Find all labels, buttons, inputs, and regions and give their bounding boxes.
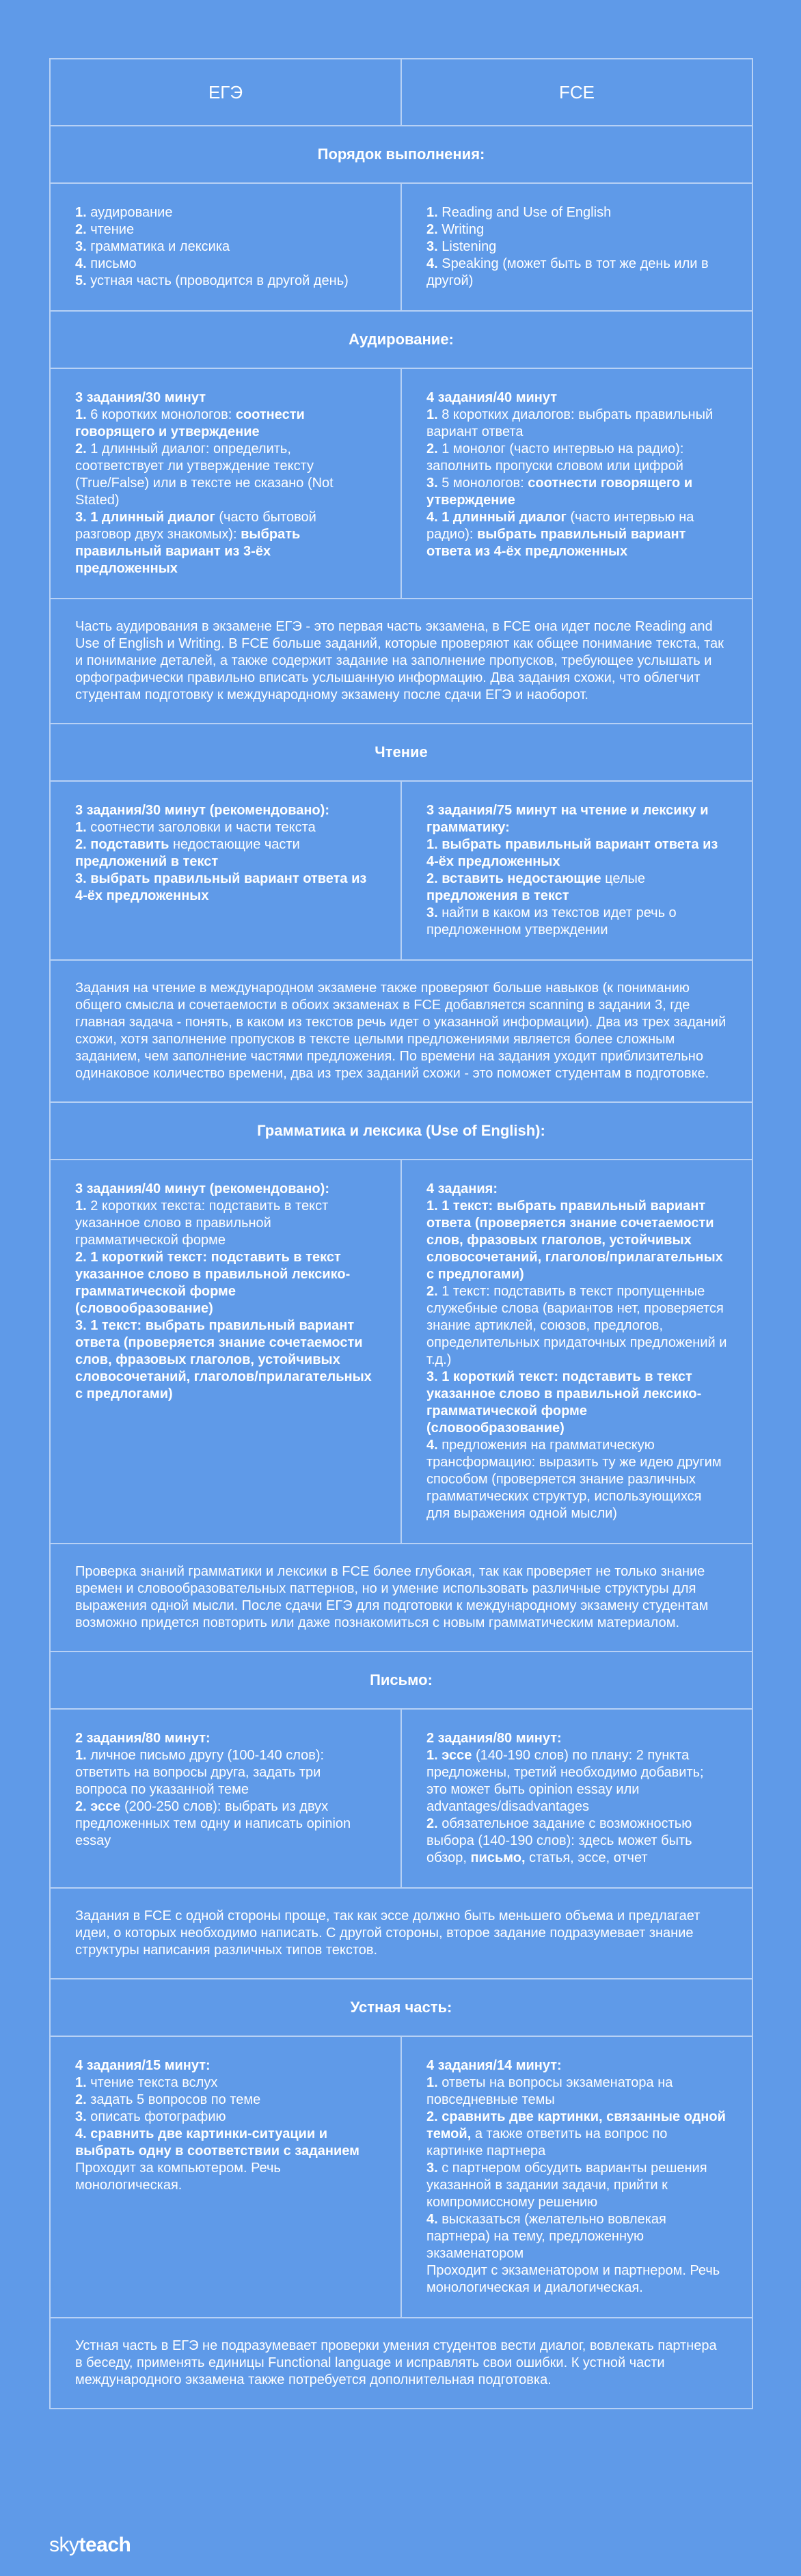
task-summary: 3 задания/40 минут (рекомендовано):	[75, 1181, 329, 1196]
listening-note: Часть аудирования в экзамене ЕГЭ - это первая часть экзамена, в FCE она идет после Reading and Use of English и Writing. В FCE больше заданий, которые проверяют как общее понимание текста, так и понимание деталей, а также содержит задание на заполнение пропусков, требующее услышать и орфографически правильно вписать услышанную информацию. Два задания схожи, что облегчит студентам подготовку к международному экзамену после сдачи ЕГЭ и наоборот.	[51, 599, 752, 724]
text-fragment: предложения в текст	[426, 888, 569, 903]
writing-fce	[400, 1710, 752, 1887]
text-fragment: 1. 1 текст: выбрать правильный вариант ответа (проверяется знание сочетаемости слов, фразовых глаголов, устойчивых словосочетаний, глаголов/прилагательных с предлогами)	[426, 1198, 723, 1282]
item: Writing	[442, 222, 485, 237]
text-fragment: (140-190 слов) по плану: 2 пункта предложены, третий необходимо добавить; это может быть opinion essay или advantages/disadvantages	[426, 1748, 704, 1814]
num: 1.	[426, 205, 442, 220]
item: чтение	[90, 222, 135, 237]
text-fragment: 2. сравнить две картинки, связанные одной темой,	[426, 2109, 726, 2141]
text-fragment: 3.	[426, 476, 442, 491]
skyteach-logo	[49, 2534, 131, 2557]
text-fragment: предложения на грамматическую трансформацию: выразить ту же идею другим способом (проверяется знание различных грамматических структур, использующихся для выражения одной мысли)	[426, 1438, 722, 1521]
text-fragment: личное письмо другу (100-140 слов): ответить на вопросы друга, задать три вопроса по указанной теме	[75, 1748, 325, 1797]
text-fragment: 3.	[426, 2161, 442, 2176]
text-fragment: недостающие части	[169, 837, 300, 852]
text-fragment: 1.	[426, 407, 442, 422]
num: 3.	[426, 239, 442, 254]
text-fragment: 3. 1 короткий текст: подставить в текст указанное слово в правильной лексико-грамматической форме (словообразование)	[426, 1369, 702, 1436]
text-fragment: 1.	[75, 407, 91, 422]
item: письмо	[90, 256, 137, 271]
task-summary: 3 задания/30 минут (рекомендовано):	[75, 803, 329, 818]
text-fragment: 1. эссе	[426, 1748, 472, 1763]
item: грамматика и лексика	[90, 239, 230, 254]
text-fragment: чтение текста вслух	[90, 2075, 218, 2090]
text-fragment: статья, эссе, отчет	[525, 1850, 648, 1865]
text-fragment: соотнести заголовки и части текста	[90, 820, 316, 835]
table-header	[51, 59, 752, 126]
text-fragment: предложений в текст	[75, 854, 219, 869]
text-fragment: 4.	[426, 2212, 442, 2227]
text-fragment: подставить	[90, 837, 169, 852]
text-fragment: Проходит за компьютером. Речь монологическая.	[75, 2161, 281, 2193]
task-summary: 4 задания:	[426, 1181, 498, 1196]
text-fragment: 1 длинный диалог	[442, 510, 567, 525]
text-fragment: (часто бытовой разговор двух знакомых):	[75, 510, 316, 542]
text-fragment: 1.	[75, 2075, 91, 2090]
text-fragment: 4. сравнить две картинки-ситуации и выбрать одну в соответствии с заданием	[75, 2126, 359, 2159]
num: 4.	[426, 256, 442, 271]
text-fragment: целые	[601, 871, 645, 886]
order-ege	[51, 184, 400, 310]
task-summary: 3 задания/75 минут на чтение и лексику и грамматику:	[426, 803, 709, 835]
writing-row	[51, 1710, 752, 1889]
text-fragment: (часто интервью на радио):	[426, 510, 694, 542]
text-fragment: Проходит с экзаменатором и партнером. Речь монологическая и диалогическая.	[426, 2263, 720, 2295]
listening-ege	[51, 369, 400, 598]
grammar-note: Проверка знаний грамматики и лексики в FCE более глубокая, так как проверяет не только знание времен и словообразовательных паттернов, но и умение использовать различные структуры для выражения одной мысли. После сдачи ЕГЭ для подготовки к международному экзамену студентам возможно придется повторить или даже познакомиться с новым грамматическим материалом.	[51, 1544, 752, 1652]
text-fragment: 6 коротких монологов:	[90, 407, 236, 422]
reading-ege	[51, 782, 400, 959]
text-fragment: 2.	[75, 837, 91, 852]
task-summary: 2 задания/80 минут:	[75, 1731, 211, 1746]
text-fragment: соотнести говорящего и утверждение	[75, 407, 305, 439]
text-fragment: 1.	[75, 1748, 91, 1763]
text-fragment: выбрать правильный вариант ответа из 4-ёх предложенных	[426, 527, 686, 559]
task-summary: 2 задания/80 минут:	[426, 1731, 562, 1746]
text-fragment: 3. выбрать правильный вариант ответа из 4-ёх предложенных	[75, 871, 367, 903]
speaking-fce	[400, 2037, 752, 2317]
speaking-row	[51, 2037, 752, 2318]
item: устная часть (проводится в другой день)	[90, 273, 349, 288]
section-title-speaking: Устная часть:	[51, 1979, 752, 2037]
text-fragment: 4.	[426, 510, 442, 525]
text-fragment: 3.	[75, 510, 91, 525]
text-fragment: высказаться (желательно вовлекая партнера) на тему, предложенную экзаменатором	[426, 2212, 666, 2261]
text-fragment: 1 текст: подставить в текст пропущенные служебные слова (вариантов нет, проверяется знание артиклей, союзов, предлогов, определительных придаточных предложений и т.д.)	[426, 1284, 727, 1367]
section-title-listening: Аудирование:	[51, 312, 752, 369]
text-fragment: найти в каком из текстов идет речь о предложенном утверждении	[426, 905, 677, 937]
num: 3.	[75, 239, 91, 254]
text-fragment: 1.	[75, 820, 91, 835]
listening-fce	[400, 369, 752, 598]
text-fragment: (200-250 слов): выбрать из двух предложенных тем одну и написать opinion essay	[75, 1799, 351, 1848]
text-fragment: 3.	[75, 2109, 91, 2124]
text-fragment: 2 коротких текста: подставить в текст указанное слово в правильной грамматической форме	[75, 1198, 329, 1248]
text-fragment: 1.	[426, 2075, 442, 2090]
section-title-grammar: Грамматика и лексика (Use of English):	[51, 1103, 752, 1160]
listening-row	[51, 369, 752, 599]
item: Speaking (может быть в тот же день или в другой)	[426, 256, 709, 288]
text-fragment: sky	[49, 2534, 79, 2556]
text-fragment: 3.	[426, 905, 442, 920]
section-title-writing: Письмо:	[51, 1652, 752, 1710]
text-fragment: 2. 1 короткий текст: подставить в текст указанное слово в правильной лексико-грамматической форме (словообразование)	[75, 1250, 351, 1316]
order-row	[51, 184, 752, 312]
speaking-note: Устная часть в ЕГЭ не подразумевает проверки умения студентов вести диалог, вовлекать партнера в беседу, применять единицы Functional language и исправлять свои ошибки. К устной части международного экзамена также потребуется дополнительная подготовка.	[75, 2338, 717, 2387]
text-fragment: (проверяется знание сочетаемости слов, фразовых глаголов, устойчивых словосочетаний, глаголов/прилагательных с предлогами)	[75, 1335, 372, 1401]
speaking-ege	[51, 2037, 400, 2317]
text-fragment: обязательное задание с возможностью выбора (140-190 слов): здесь может быть обзор,	[426, 1816, 692, 1865]
text-fragment: а также ответить на вопрос по картинке партнера	[426, 2126, 668, 2159]
task-summary: 4 задания/15 минут:	[75, 2058, 211, 2073]
order-fce	[400, 184, 752, 310]
num: 4.	[75, 256, 91, 271]
text-fragment: 1.	[75, 1198, 91, 1214]
text-fragment: 3.	[75, 1318, 91, 1333]
writing-ege	[51, 1710, 400, 1887]
item: Listening	[442, 239, 497, 254]
num: 2.	[426, 222, 442, 237]
num: 2.	[75, 222, 91, 237]
text-fragment: выбрать правильный вариант из 3-ёх предложенных	[75, 527, 301, 576]
num: 5.	[75, 273, 91, 288]
text-fragment: с партнером обсудить варианты решения указанной в задании задачи, прийти к компромиссному решению	[426, 2161, 707, 2210]
item: аудирование	[90, 205, 173, 220]
text-fragment: ответы на вопросы экзаменатора на повседневные темы	[426, 2075, 673, 2107]
text-fragment: соотнести говорящего и утверждение	[426, 476, 693, 508]
text-fragment: 2. вставить недостающие	[426, 871, 601, 886]
text-fragment: 2.	[75, 2092, 91, 2107]
text-fragment: teach	[79, 2534, 131, 2556]
column-header-fce: FCE	[400, 59, 752, 125]
text-fragment: 2.	[426, 441, 442, 456]
text-fragment: 2.	[75, 441, 91, 456]
text-fragment: 2.	[426, 1284, 442, 1299]
task-summary: 3 задания/30 минут	[75, 390, 206, 405]
task-summary: 4 задания/40 минут	[426, 390, 558, 405]
reading-fce	[400, 782, 752, 959]
text-fragment: 1 длинный диалог: определить, соответствует ли утверждение тексту (True/False) или в тексте не сказано (Not Stated)	[75, 441, 334, 508]
text-fragment: 2. эссе	[75, 1799, 121, 1814]
grammar-ege	[51, 1160, 400, 1543]
grammar-row	[51, 1160, 752, 1544]
text-fragment: 2.	[426, 1816, 442, 1831]
text-fragment: 8 коротких диалогов: выбрать правильный вариант ответа	[426, 407, 714, 439]
reading-row	[51, 782, 752, 961]
section-title-order: Порядок выполнения:	[51, 126, 752, 184]
text-fragment: письмо,	[470, 1850, 526, 1865]
text-fragment: 1 монолог (часто интервью на радио): заполнить пропуски словом или цифрой	[426, 441, 684, 474]
item: Reading and Use of English	[442, 205, 612, 220]
comparison-table	[49, 58, 753, 2409]
writing-note: Задания в FCE с одной стороны проще, так как эссе должно быть меньшего объема и предлагает идеи, о которых необходимо написать. С другой стороны, второе задание подразумевает знание структуры написания различных типов текстов.	[51, 1889, 752, 1979]
text-fragment: 1 длинный диалог	[90, 510, 215, 525]
section-title-reading: Чтение	[51, 724, 752, 782]
text-fragment: описать фотографию	[90, 2109, 226, 2124]
text-fragment: 1 текст: выбрать правильный вариант ответа	[75, 1318, 355, 1350]
text-fragment: 1. выбрать правильный вариант ответа из 4-ёх предложенных	[426, 837, 718, 869]
task-summary: 4 задания/14 минут:	[426, 2058, 562, 2073]
text-fragment: задать 5 вопросов по теме	[90, 2092, 261, 2107]
column-header-ege: ЕГЭ	[208, 81, 243, 102]
reading-note: Задания на чтение в международном экзамене также проверяют больше навыков (к пониманию общего смысла и сочетаемости в обоих экзаменах в FCE добавляется scanning в задании 3, где главная задача - понять, в каком из текстов речь идет о указанной информации). Два из трех заданий схожи, хотя заполнение пропусков в тексте целыми предложениями является более сложным заданием, чем заполнение частями предложения. По времени на задания уходит приблизительно одинаковое количество времени, два из трех заданий схожи - это поможет студентам в подготовке.	[51, 961, 752, 1103]
grammar-fce	[400, 1160, 752, 1543]
num: 1.	[75, 205, 91, 220]
text-fragment: 4.	[426, 1438, 442, 1453]
text-fragment: 5 монологов:	[442, 476, 528, 491]
